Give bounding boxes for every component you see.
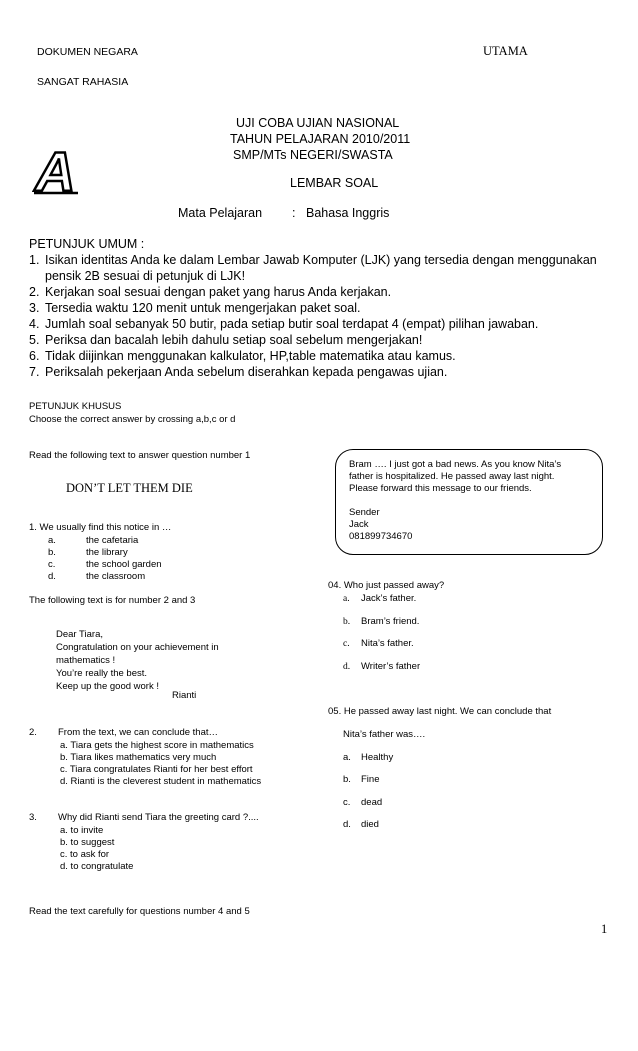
read-instruction-q1: Read the following text to answer question number 1 <box>29 450 251 461</box>
q4-option-text: Jack’s father. <box>361 593 417 604</box>
general-instruction-item: 4. Jumlah soal sebanyak 50 butir, pada setiap butir soal terdapat 4 (empat) pilihan jawaban. <box>29 317 539 331</box>
message-line: Please forward this message to our friends. <box>349 483 532 494</box>
q5-option-letter: c. <box>343 797 351 808</box>
q4-option-letter: c. <box>343 639 350 649</box>
q4-option-text: Nita’s father. <box>361 638 414 649</box>
q2-option: b. Tiara likes mathematics very much <box>60 752 217 763</box>
q2-option: d. Rianti is the cleverest student in mathematics <box>60 776 262 787</box>
title-line-4: LEMBAR SOAL <box>290 176 379 190</box>
special-instructions-text: Choose the correct answer by crossing a,b,c or d <box>29 414 236 425</box>
q1-option-text: the classroom <box>86 571 146 582</box>
card-line: Keep up the good work ! <box>56 681 159 692</box>
q1-option-text: the school garden <box>86 559 162 570</box>
card-line: You’re really the best. <box>56 668 148 679</box>
message-sender-name: Jack <box>349 519 369 530</box>
q1-option-letter: d. <box>48 571 56 582</box>
read-instruction-q2-3: The following text is for number 2 and 3 <box>29 595 196 606</box>
general-instruction-item: pensik 2B sesuai di petunjuk di LJK! <box>45 269 246 283</box>
subject-separator: : <box>292 206 296 220</box>
question-5-stem-continued: Nita’s father was…. <box>343 729 426 740</box>
q2-option: a. Tiara gets the highest score in mathematics <box>60 740 254 751</box>
read-instruction-q4-5: Read the text carefully for questions number 4 and 5 <box>29 906 250 917</box>
header-right-top: UTAMA <box>483 44 528 58</box>
general-instruction-item: 3. Tersedia waktu 120 menit untuk mengerjakan paket soal. <box>29 301 361 315</box>
q3-option: c. to ask for <box>60 849 110 860</box>
q1-option-letter: c. <box>48 559 56 570</box>
page-number: 1 <box>601 922 608 936</box>
message-sender-label: Sender <box>349 507 380 518</box>
header-left-second: SANGAT RAHASIA <box>37 76 129 88</box>
general-instruction-item: 6. Tidak diijinkan menggunakan kalkulator, HP,table matematika atau kamus. <box>29 349 456 363</box>
q3-option: b. to suggest <box>60 837 115 848</box>
general-instruction-item: 1. Isikan identitas Anda ke dalam Lembar Jawab Komputer (LJK) yang tersedia dengan menggunakan <box>29 253 597 267</box>
card-signature: Rianti <box>172 690 197 701</box>
question-3-stem: Why did Rianti send Tiara the greeting card ?.... <box>58 812 259 823</box>
q2-option: c. Tiara congratulates Rianti for her best effort <box>60 764 253 775</box>
title-line-3: SMP/MTs NEGERI/SWASTA <box>233 148 393 162</box>
notice-text: DON’T LET THEM DIE <box>66 481 193 495</box>
general-instructions-heading: PETUNJUK UMUM : <box>29 237 145 251</box>
question-2-stem: From the text, we can conclude that… <box>58 727 218 738</box>
message-line: father is hospitalized. He passed away last night. <box>349 471 555 482</box>
message-sender-number: 081899734670 <box>349 531 413 542</box>
subject-label: Mata Pelajaran <box>178 206 263 220</box>
question-1-stem: 1. We usually find this notice in … <box>29 522 172 533</box>
message-text <box>349 459 561 543</box>
question-5-stem: 05. He passed away last night. We can conclude that <box>328 706 552 717</box>
card-line: Congratulation on your achievement in <box>56 642 219 653</box>
general-instruction-item: 7. Periksalah pekerjaan Anda sebelum diserahkan kepada pengawas ujian. <box>29 365 448 379</box>
title-line-1: UJI COBA UJIAN NASIONAL <box>236 116 400 130</box>
q1-option-text: the library <box>86 547 128 558</box>
message-line: Bram …. I just got a bad news. As you know Nita’s <box>349 459 562 470</box>
q3-option: a. to invite <box>60 825 104 836</box>
q5-option-letter: b. <box>343 774 351 785</box>
q4-option-letter: b. <box>343 617 351 627</box>
q5-option-text: Healthy <box>361 752 394 763</box>
q1-option-letter: b. <box>48 547 56 558</box>
header-left-top: DOKUMEN NEGARA <box>37 46 138 58</box>
svg-text:A: A <box>35 146 76 196</box>
q5-option-text: Fine <box>361 774 380 785</box>
card-line: mathematics ! <box>56 655 116 666</box>
question-2-number: 2. <box>29 727 37 738</box>
card-line: Dear Tiara, <box>56 629 103 640</box>
q5-option-text: died <box>361 819 379 830</box>
title-line-2: TAHUN PELAJARAN 2010/2011 <box>230 132 411 146</box>
q5-option-letter: d. <box>343 819 351 830</box>
q4-option-letter: d. <box>343 662 351 672</box>
subject-value: Bahasa Inggris <box>306 206 390 220</box>
general-instruction-item: 5. Periksa dan bacalah lebih dahulu setiap soal sebelum mengerjakan! <box>29 333 423 347</box>
question-3-number: 3. <box>29 812 37 823</box>
q3-option: d. to congratulate <box>60 861 134 872</box>
general-instruction-item: 2. Kerjakan soal sesuai dengan paket yang harus Anda kerjakan. <box>29 285 392 299</box>
q4-option-text: Writer’s father <box>361 661 421 672</box>
q4-option-letter: a. <box>343 594 350 604</box>
q1-option-text: the cafetaria <box>86 535 139 546</box>
q5-option-letter: a. <box>343 752 351 763</box>
package-letter-logo <box>32 146 86 201</box>
q5-option-text: dead <box>361 797 383 808</box>
q4-option-text: Bram’s friend. <box>361 616 420 627</box>
special-instructions-heading: PETUNJUK KHUSUS <box>29 401 122 412</box>
q1-option-letter: a. <box>48 535 56 546</box>
question-4-stem: 04. Who just passed away? <box>328 580 445 591</box>
